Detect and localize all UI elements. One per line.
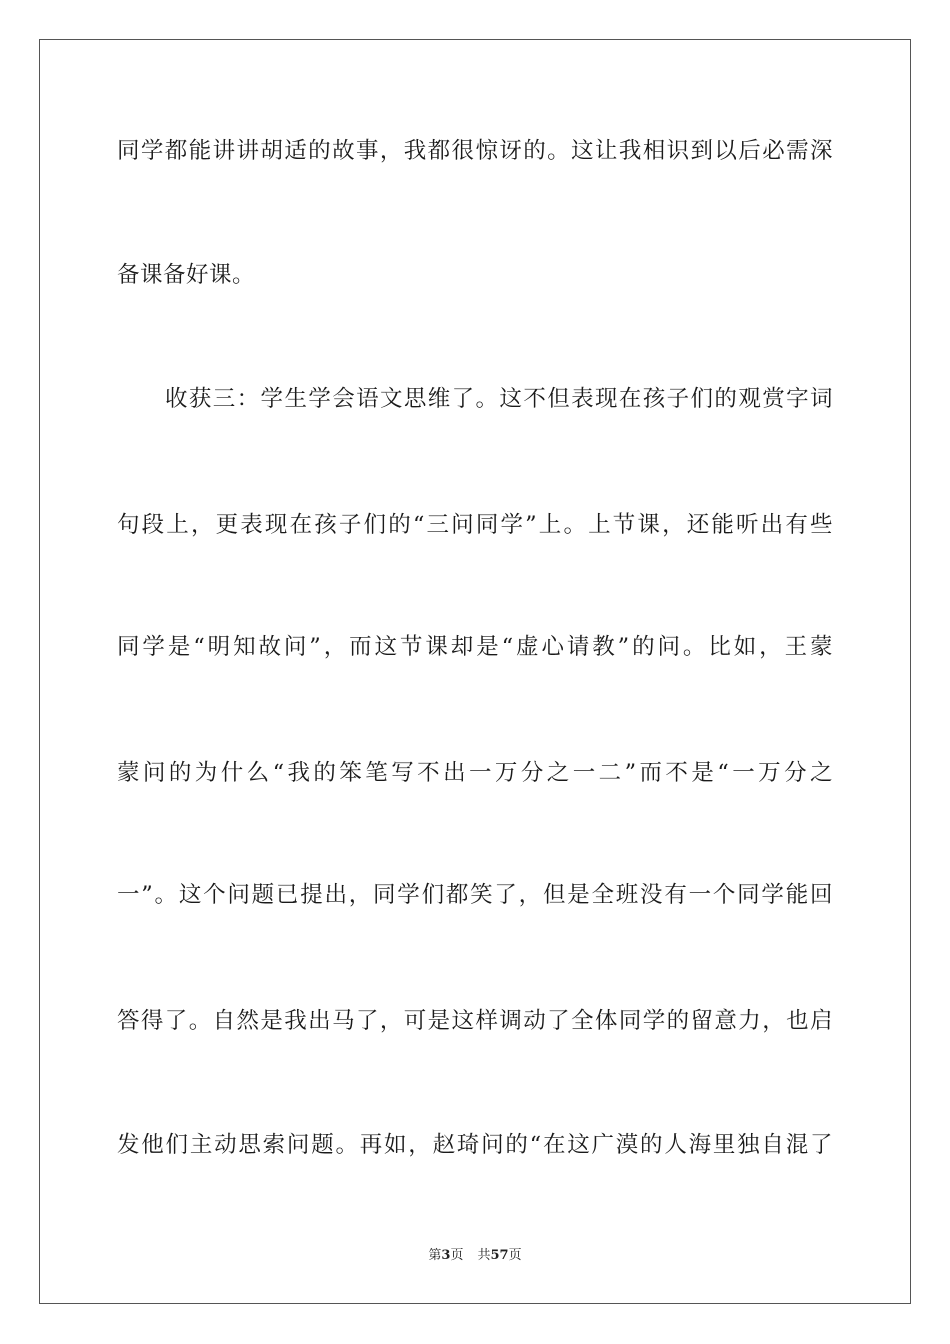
body-line-8: 答得了。自然是我出马了，可是这样调动了全体同学的留意力，也启 [117,1008,833,1034]
body-line-9: 发他们主动思索问题。再如，赵琦问的“在这广漠的人海里独自混了 [117,1132,833,1158]
footer-total-suffix: 页 [508,1248,522,1263]
footer-page-prefix: 第 [428,1248,442,1263]
body-line-2: 备课备好课。 [117,262,256,288]
footer-total-number: 57 [490,1248,509,1263]
footer-page-number: 3 [441,1248,451,1263]
footer-total-prefix: 共 [477,1248,491,1263]
body-line-6: 蒙问的为什么“我的笨笔写不出一万分之一二”而不是“一万分之 [117,760,833,786]
page-footer [0,1247,950,1265]
body-line-5: 同学是“明知故问”，而这节课却是“虚心请教”的问。比如，王蒙 [117,634,833,660]
body-line-7: 一”。这个问题已提出，同学们都笑了，但是全班没有一个同学能回 [117,882,833,908]
body-line-1: 同学都能讲讲胡适的故事，我都很惊讶的。这让我相识到以后必需深 [117,138,833,164]
page-border [39,39,911,1304]
footer-page-suffix: 页 [450,1248,464,1263]
body-line-4: 句段上，更表现在孩子们的“三问同学”上。上节课，还能听出有些 [117,512,833,538]
body-line-3: 收获三：学生学会语文思维了。这不但表现在孩子们的观赏字词 [165,386,833,412]
